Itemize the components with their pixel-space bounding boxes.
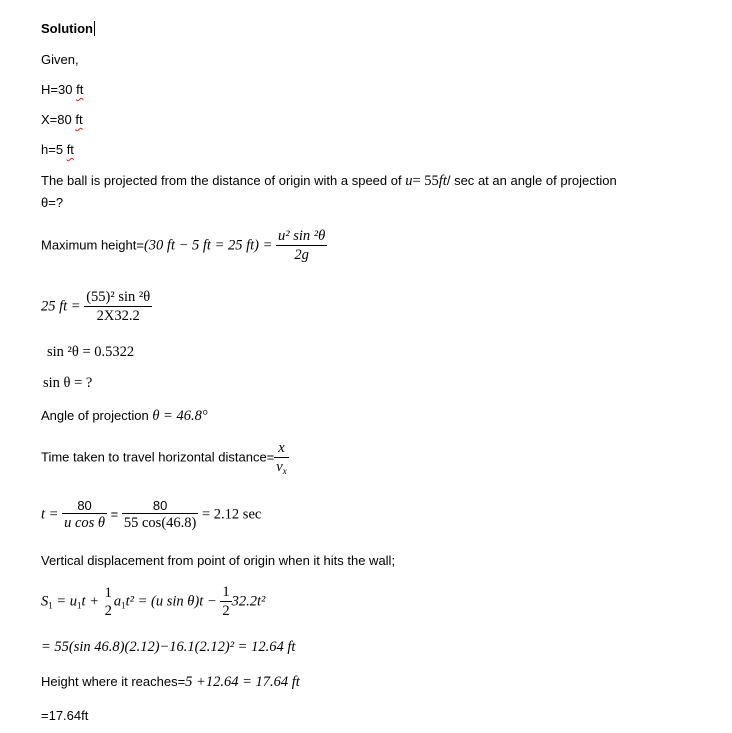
max-height-label: Maximum height= bbox=[41, 237, 144, 253]
given-X-value: X=80 bbox=[41, 112, 72, 127]
speed-per-sec: / sec bbox=[446, 173, 475, 188]
statement-text-2: at an angle of projection bbox=[477, 173, 617, 188]
calc-line: = 55(sin 46.8)(2.12)−16.1(2.12)² = 12.64 ft bbox=[41, 639, 296, 655]
s1-part: a bbox=[113, 593, 122, 610]
given-X bbox=[41, 112, 83, 127]
time-label: Time taken to travel horizontal distance= bbox=[41, 449, 275, 465]
t-fraction-1 bbox=[62, 498, 107, 532]
s1-part: t² = (u sin θ)t − bbox=[125, 593, 217, 610]
unit-ft: ft bbox=[75, 112, 83, 127]
given-H-value: H=30 bbox=[41, 82, 73, 97]
t-lhs: t = bbox=[41, 506, 59, 523]
eq-25ft-lhs: 25 ft = bbox=[41, 298, 81, 315]
vertical-label: Vertical displacement from point of origin when it hits the wall; bbox=[41, 553, 396, 568]
subscript-1: 1 bbox=[77, 600, 82, 611]
theta-question: θ=? bbox=[41, 195, 64, 210]
max-height-line bbox=[41, 228, 327, 264]
fraction-numerator: u² sin ²θ bbox=[278, 228, 326, 244]
fraction-denominator: v bbox=[276, 459, 283, 475]
given-H bbox=[41, 82, 83, 97]
angle-label: Angle of projection bbox=[41, 408, 149, 423]
unit-ft: ft bbox=[66, 142, 74, 157]
angle-value: θ = 46.8° bbox=[152, 408, 208, 424]
given-h-value: h=5 bbox=[41, 142, 64, 157]
subscript-x: x bbox=[282, 466, 287, 476]
s1-part: t + bbox=[81, 593, 99, 610]
unit-ft: ft bbox=[76, 82, 84, 97]
t-line bbox=[41, 498, 261, 532]
half-fraction bbox=[220, 584, 231, 620]
speed-value: = 55 bbox=[412, 173, 439, 189]
s1-lhs: S bbox=[41, 593, 49, 610]
statement-text: The ball is projected from the distance of origin with a speed of bbox=[41, 173, 402, 188]
final-answer: =17.64ft bbox=[41, 708, 89, 723]
eq-25ft-fraction bbox=[84, 289, 152, 325]
t-result: = 2.12 sec bbox=[202, 506, 262, 523]
half-fraction bbox=[103, 585, 114, 620]
time-line bbox=[41, 440, 289, 476]
s1-line bbox=[41, 584, 265, 620]
eq-25ft-line bbox=[41, 289, 152, 325]
solution-heading bbox=[41, 21, 95, 36]
fraction-numerator: 1 bbox=[222, 584, 230, 600]
given-label: Given, bbox=[41, 52, 79, 67]
t-fraction-2 bbox=[122, 498, 199, 532]
text-cursor bbox=[94, 21, 95, 36]
height-label: Height where it reaches= bbox=[41, 674, 186, 689]
time-fraction bbox=[274, 440, 288, 476]
fraction-denominator: 2 bbox=[104, 602, 112, 619]
fraction-numerator: 80 bbox=[152, 498, 168, 513]
fraction-numerator: 1 bbox=[104, 584, 112, 601]
fraction-denominator: 2X32.2 bbox=[84, 306, 152, 325]
angle-line bbox=[41, 408, 208, 425]
fraction-numerator: (55)² sin ²θ bbox=[86, 289, 151, 305]
height-expr: 5 +12.64 = 17.64 ft bbox=[185, 674, 300, 690]
given-h bbox=[41, 142, 74, 157]
fraction-denominator: 55 cos(46.8) bbox=[123, 515, 197, 531]
statement-line bbox=[41, 173, 617, 190]
height-line bbox=[41, 674, 300, 691]
solution-title: Solution bbox=[41, 21, 93, 36]
s1-part: = u bbox=[56, 593, 78, 610]
fraction-numerator: 80 bbox=[77, 498, 92, 513]
fraction-denominator: 2 bbox=[222, 603, 230, 619]
sin2-value: sin ²θ = 0.5322 bbox=[47, 344, 135, 360]
max-height-expr: (30 ft − 5 ft = 25 ft) = bbox=[143, 237, 273, 254]
max-height-fraction bbox=[276, 228, 327, 264]
fraction-numerator: x bbox=[278, 440, 285, 456]
s1-part: 32.2t² bbox=[231, 593, 266, 610]
t-equals: = bbox=[110, 506, 119, 522]
fraction-denominator: u cos θ bbox=[64, 515, 106, 531]
fraction-denominator: 2g bbox=[276, 245, 327, 264]
sin-question: sin θ = ? bbox=[43, 375, 93, 391]
speed-symbol: u bbox=[405, 173, 413, 189]
subscript-1: 1 bbox=[48, 600, 53, 611]
subscript-1: 1 bbox=[121, 600, 126, 611]
speed-unit: ft bbox=[438, 173, 447, 189]
